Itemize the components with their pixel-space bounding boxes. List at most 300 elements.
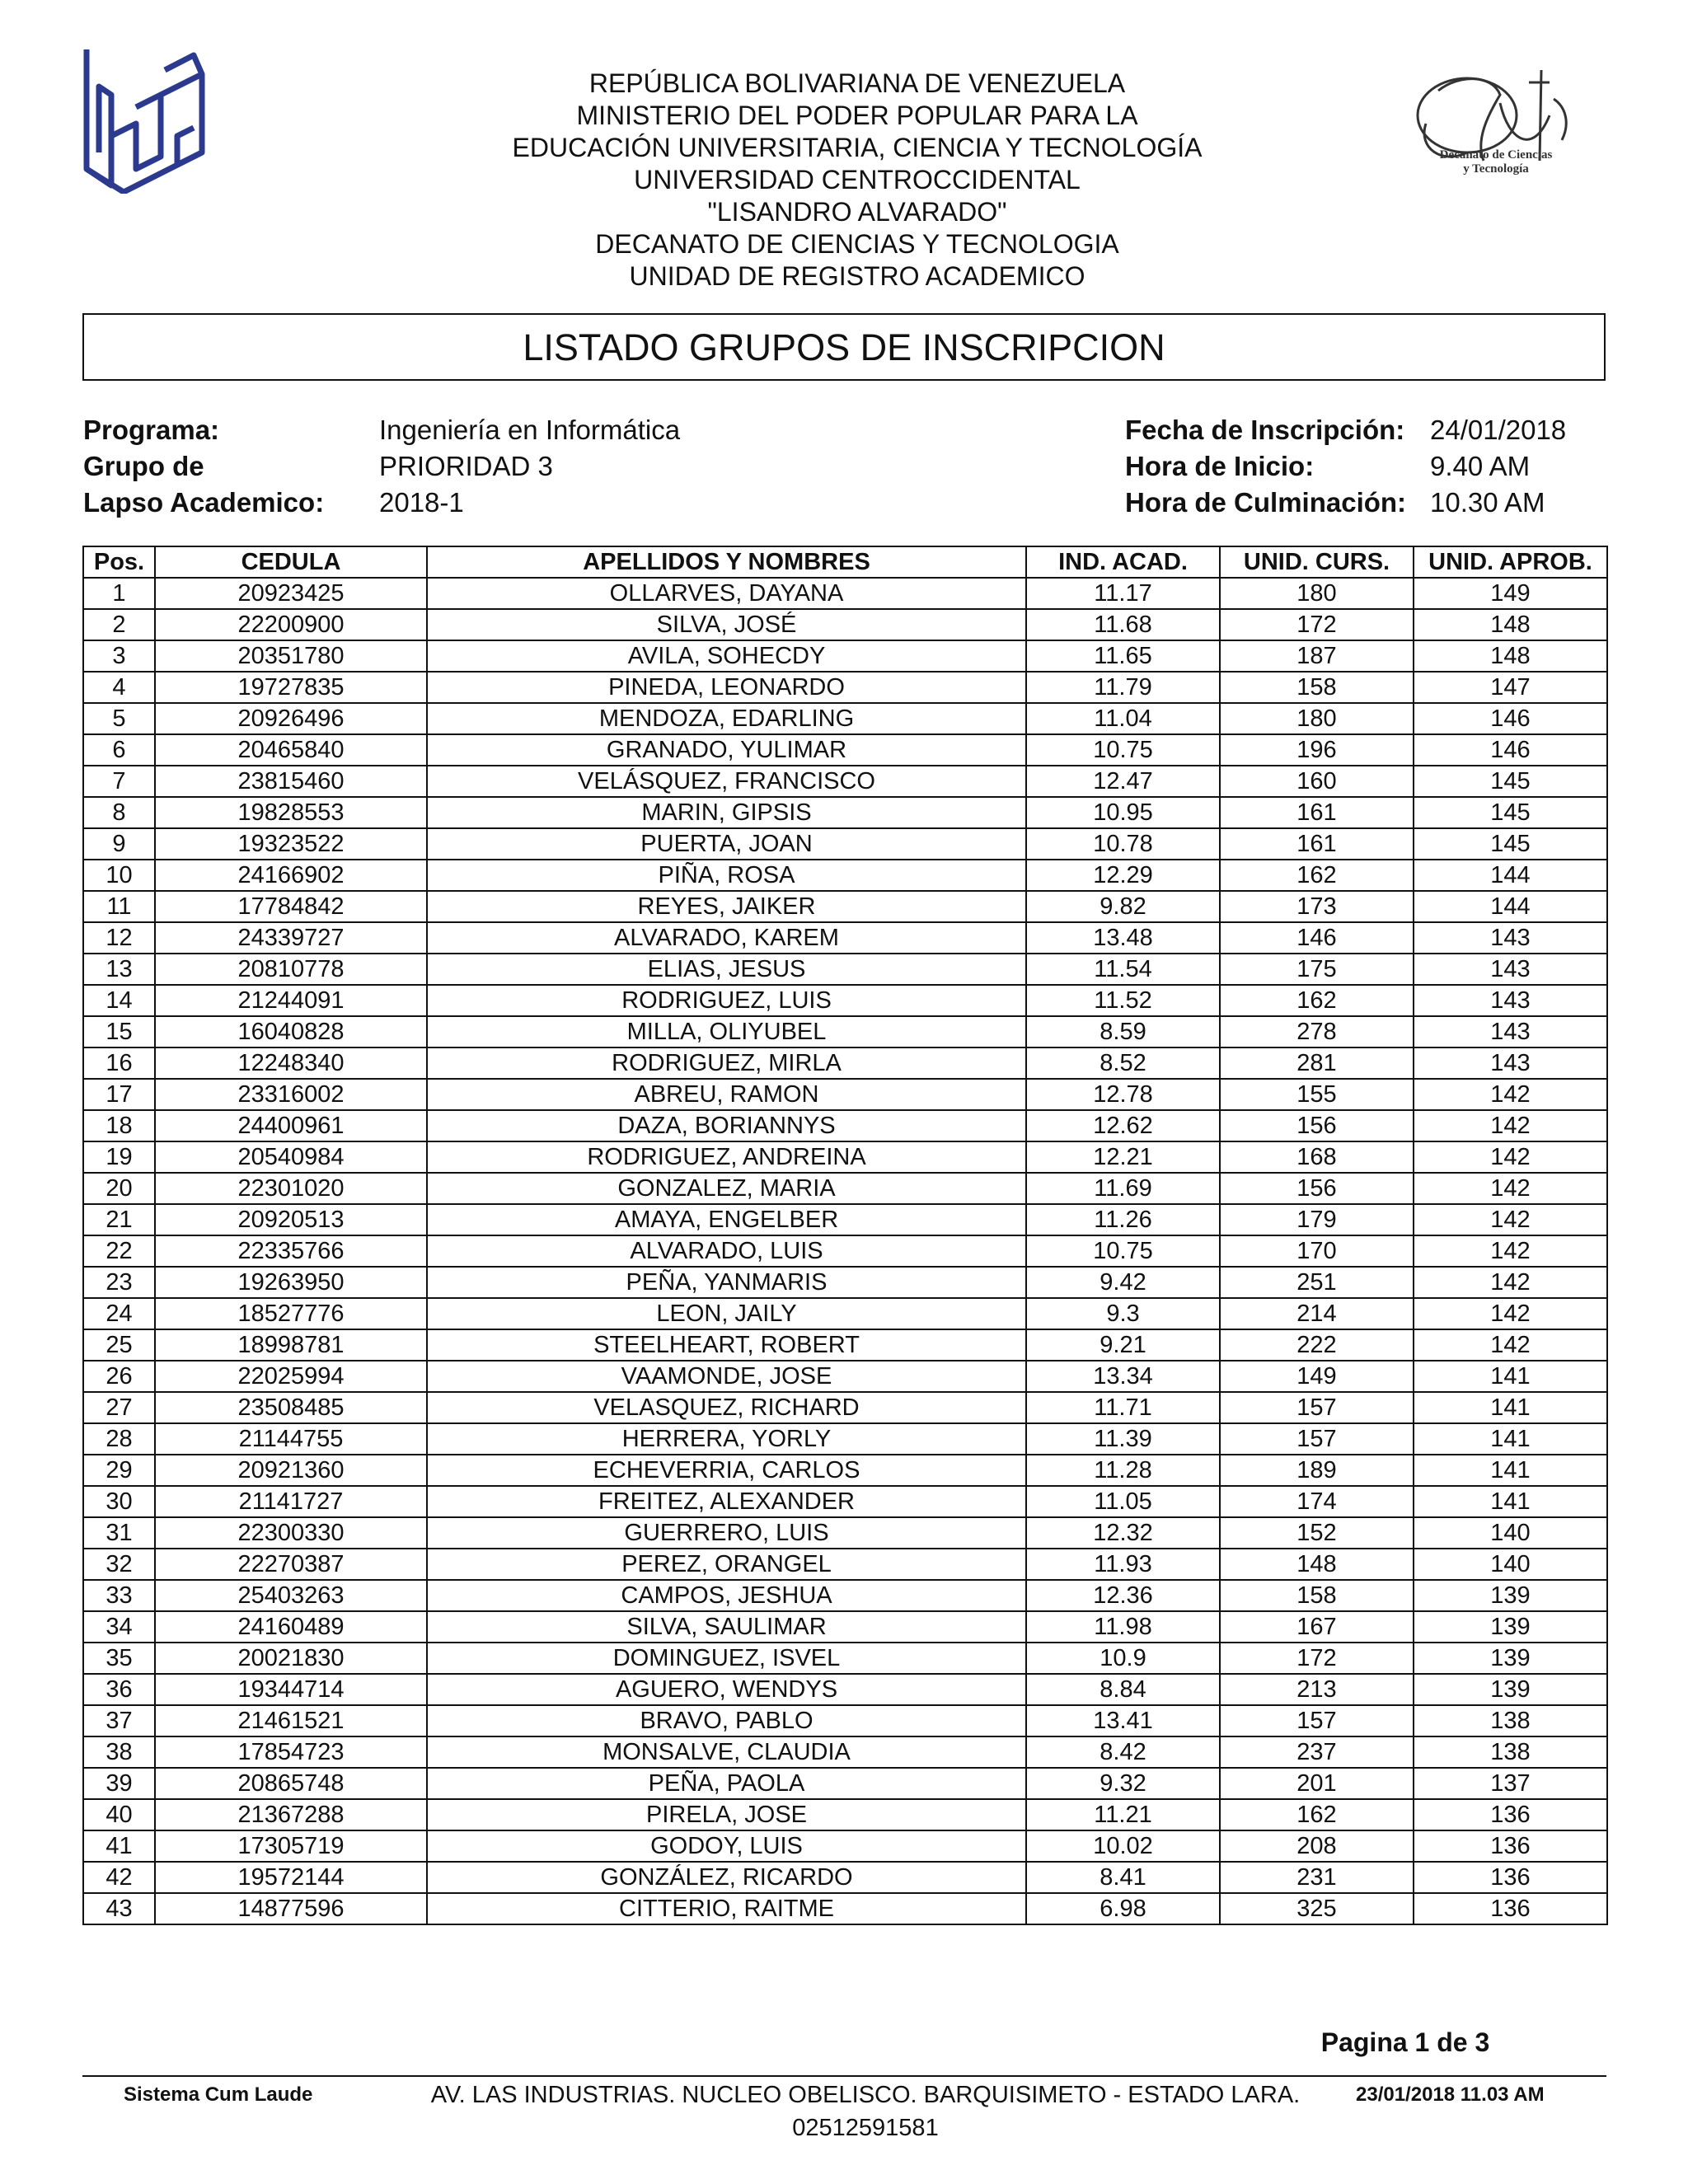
table-row bbox=[83, 1736, 1607, 1768]
info-labels-left bbox=[83, 412, 324, 521]
table-row bbox=[83, 703, 1607, 734]
cedula-cell: 17305719 bbox=[155, 1830, 427, 1862]
ind-acad-cell: 10.78 bbox=[1026, 828, 1220, 860]
header-line: UNIDAD DE REGISTRO ACADEMICO bbox=[629, 261, 1085, 291]
unid-curs-cell: 157 bbox=[1220, 1392, 1414, 1423]
ind-acad-cell: 9.32 bbox=[1026, 1768, 1220, 1799]
unid-curs-cell: 213 bbox=[1220, 1674, 1414, 1705]
unid-curs-cell: 158 bbox=[1220, 672, 1414, 703]
col-header-unid-aprob: UNID. APROB. bbox=[1414, 546, 1607, 578]
unid-aprob-cell: 137 bbox=[1414, 1768, 1607, 1799]
pos-cell: 41 bbox=[83, 1830, 155, 1862]
nombre-cell: BRAVO, PABLO bbox=[427, 1705, 1026, 1736]
unid-aprob-cell: 138 bbox=[1414, 1736, 1607, 1768]
unid-curs-cell: 168 bbox=[1220, 1141, 1414, 1173]
ind-acad-cell: 11.54 bbox=[1026, 954, 1220, 985]
unid-curs-cell: 158 bbox=[1220, 1580, 1414, 1611]
col-header-unid-curs: UNID. CURS. bbox=[1220, 546, 1414, 578]
grupo-label: Grupo de bbox=[83, 451, 204, 481]
cedula-cell: 19323522 bbox=[155, 828, 427, 860]
unid-aprob-cell: 143 bbox=[1414, 922, 1607, 954]
ind-acad-cell: 8.41 bbox=[1026, 1862, 1220, 1893]
nombre-cell: VAAMONDE, JOSE bbox=[427, 1361, 1026, 1392]
table-row bbox=[83, 860, 1607, 891]
table-row bbox=[83, 985, 1607, 1016]
dcyt-logo-line1: Decanato de Ciencias bbox=[1439, 148, 1553, 162]
ind-acad-cell: 11.21 bbox=[1026, 1799, 1220, 1830]
table-row bbox=[83, 609, 1607, 640]
nombre-cell: PEÑA, YANMARIS bbox=[427, 1267, 1026, 1298]
pos-cell: 22 bbox=[83, 1235, 155, 1267]
table-row bbox=[83, 1643, 1607, 1674]
unid-aprob-cell: 141 bbox=[1414, 1361, 1607, 1392]
ind-acad-cell: 11.93 bbox=[1026, 1549, 1220, 1580]
nombre-cell: PINEDA, LEONARDO bbox=[427, 672, 1026, 703]
cedula-cell: 24339727 bbox=[155, 922, 427, 954]
unid-aprob-cell: 143 bbox=[1414, 954, 1607, 985]
unid-aprob-cell: 142 bbox=[1414, 1079, 1607, 1110]
grupo-value: PRIORIDAD 3 bbox=[379, 451, 553, 481]
nombre-cell: CAMPOS, JESHUA bbox=[427, 1580, 1026, 1611]
pos-cell: 10 bbox=[83, 860, 155, 891]
table-row bbox=[83, 1173, 1607, 1204]
nombre-cell: GRANADO, YULIMAR bbox=[427, 734, 1026, 766]
nombre-cell: MARIN, GIPSIS bbox=[427, 797, 1026, 828]
ind-acad-cell: 9.82 bbox=[1026, 891, 1220, 922]
pos-cell: 20 bbox=[83, 1173, 155, 1204]
unid-curs-cell: 156 bbox=[1220, 1110, 1414, 1141]
footer-address-line: AV. LAS INDUSTRIAS. NUCLEO OBELISCO. BARQUISIMETO - ESTADO LARA. bbox=[430, 2082, 1301, 2108]
nombre-cell: AVILA, SOHECDY bbox=[427, 640, 1026, 672]
page-number: Pagina 1 de 3 bbox=[1320, 2027, 1490, 2057]
unid-aprob-cell: 136 bbox=[1414, 1862, 1607, 1893]
cedula-cell: 20465840 bbox=[155, 734, 427, 766]
ind-acad-cell: 13.48 bbox=[1026, 922, 1220, 954]
footer-phone: 02512591581 bbox=[792, 2115, 939, 2141]
ind-acad-cell: 11.68 bbox=[1026, 609, 1220, 640]
cedula-cell: 22335766 bbox=[155, 1235, 427, 1267]
table-row bbox=[83, 1361, 1607, 1392]
pos-cell: 33 bbox=[83, 1580, 155, 1611]
table-row bbox=[83, 766, 1607, 797]
pos-cell: 24 bbox=[83, 1298, 155, 1329]
pos-cell: 29 bbox=[83, 1455, 155, 1486]
cedula-cell: 21244091 bbox=[155, 985, 427, 1016]
cedula-cell: 17854723 bbox=[155, 1736, 427, 1768]
nombre-cell: ALVARADO, KAREM bbox=[427, 922, 1026, 954]
pos-cell: 13 bbox=[83, 954, 155, 985]
table-row bbox=[83, 734, 1607, 766]
unid-aprob-cell: 139 bbox=[1414, 1580, 1607, 1611]
cedula-cell: 18998781 bbox=[155, 1329, 427, 1361]
hora-inicio-label: Hora de Inicio: bbox=[1125, 451, 1315, 481]
table-row bbox=[83, 1893, 1607, 1924]
pos-cell: 6 bbox=[83, 734, 155, 766]
ind-acad-cell: 13.34 bbox=[1026, 1361, 1220, 1392]
unid-curs-cell: 157 bbox=[1220, 1423, 1414, 1455]
nombre-cell: MENDOZA, EDARLING bbox=[427, 703, 1026, 734]
ind-acad-cell: 12.32 bbox=[1026, 1517, 1220, 1549]
cedula-cell: 20920513 bbox=[155, 1204, 427, 1235]
unid-curs-cell: 281 bbox=[1220, 1047, 1414, 1079]
cedula-cell: 19572144 bbox=[155, 1862, 427, 1893]
col-header-pos: Pos. bbox=[83, 546, 155, 578]
pos-cell: 36 bbox=[83, 1674, 155, 1705]
unid-aprob-cell: 145 bbox=[1414, 797, 1607, 828]
ind-acad-cell: 8.59 bbox=[1026, 1016, 1220, 1047]
dcyt-logo-text bbox=[1401, 148, 1591, 176]
table-row bbox=[83, 922, 1607, 954]
ind-acad-cell: 6.98 bbox=[1026, 1893, 1220, 1924]
pos-cell: 3 bbox=[83, 640, 155, 672]
cedula-cell: 21367288 bbox=[155, 1799, 427, 1830]
pos-cell: 39 bbox=[83, 1768, 155, 1799]
unid-aprob-cell: 149 bbox=[1414, 578, 1607, 609]
cedula-cell: 24160489 bbox=[155, 1611, 427, 1643]
unid-aprob-cell: 138 bbox=[1414, 1705, 1607, 1736]
unid-curs-cell: 222 bbox=[1220, 1329, 1414, 1361]
nombre-cell: DAZA, BORIANNYS bbox=[427, 1110, 1026, 1141]
unid-curs-cell: 162 bbox=[1220, 985, 1414, 1016]
page-title: LISTADO GRUPOS DE INSCRIPCION bbox=[82, 313, 1606, 381]
nombre-cell: ALVARADO, LUIS bbox=[427, 1235, 1026, 1267]
ind-acad-cell: 11.04 bbox=[1026, 703, 1220, 734]
pos-cell: 2 bbox=[83, 609, 155, 640]
unid-aprob-cell: 136 bbox=[1414, 1830, 1607, 1862]
unid-curs-cell: 162 bbox=[1220, 860, 1414, 891]
pos-cell: 5 bbox=[83, 703, 155, 734]
unid-curs-cell: 196 bbox=[1220, 734, 1414, 766]
unid-aprob-cell: 146 bbox=[1414, 734, 1607, 766]
ind-acad-cell: 11.28 bbox=[1026, 1455, 1220, 1486]
cedula-cell: 19828553 bbox=[155, 797, 427, 828]
table-row bbox=[83, 1768, 1607, 1799]
table-row bbox=[83, 672, 1607, 703]
unid-curs-cell: 175 bbox=[1220, 954, 1414, 985]
nombre-cell: RODRIGUEZ, ANDREINA bbox=[427, 1141, 1026, 1173]
cedula-cell: 25403263 bbox=[155, 1580, 427, 1611]
unid-curs-cell: 173 bbox=[1220, 891, 1414, 922]
nombre-cell: AMAYA, ENGELBER bbox=[427, 1204, 1026, 1235]
unid-curs-cell: 201 bbox=[1220, 1768, 1414, 1799]
pos-cell: 42 bbox=[83, 1862, 155, 1893]
hora-inicio-value: 9.40 AM bbox=[1430, 451, 1531, 481]
cedula-cell: 23508485 bbox=[155, 1392, 427, 1423]
cedula-cell: 18527776 bbox=[155, 1298, 427, 1329]
cedula-cell: 23815460 bbox=[155, 766, 427, 797]
programa-value: Ingeniería en Informática bbox=[379, 415, 681, 445]
cedula-cell: 14877596 bbox=[155, 1893, 427, 1924]
footer-divider bbox=[82, 2075, 1606, 2077]
pos-cell: 26 bbox=[83, 1361, 155, 1392]
nombre-cell: MONSALVE, CLAUDIA bbox=[427, 1736, 1026, 1768]
unid-aprob-cell: 142 bbox=[1414, 1110, 1607, 1141]
ind-acad-cell: 9.3 bbox=[1026, 1298, 1220, 1329]
cedula-cell: 20865748 bbox=[155, 1768, 427, 1799]
nombre-cell: FREITEZ, ALEXANDER bbox=[427, 1486, 1026, 1517]
header-line: MINISTERIO DEL PODER POPULAR PARA LA bbox=[576, 101, 1138, 130]
unid-curs-cell: 160 bbox=[1220, 766, 1414, 797]
table-row bbox=[83, 1204, 1607, 1235]
unid-curs-cell: 180 bbox=[1220, 703, 1414, 734]
info-labels-right bbox=[1125, 412, 1406, 521]
unid-aprob-cell: 144 bbox=[1414, 891, 1607, 922]
table-row bbox=[83, 1830, 1607, 1862]
table-row bbox=[83, 797, 1607, 828]
table-row bbox=[83, 578, 1607, 609]
pos-cell: 18 bbox=[83, 1110, 155, 1141]
unid-curs-cell: 251 bbox=[1220, 1267, 1414, 1298]
unid-aprob-cell: 140 bbox=[1414, 1549, 1607, 1580]
ind-acad-cell: 9.42 bbox=[1026, 1267, 1220, 1298]
institution-header bbox=[330, 68, 1385, 293]
nombre-cell: VELÁSQUEZ, FRANCISCO bbox=[427, 766, 1026, 797]
pos-cell: 23 bbox=[83, 1267, 155, 1298]
cedula-cell: 19263950 bbox=[155, 1267, 427, 1298]
cedula-cell: 16040828 bbox=[155, 1016, 427, 1047]
table-row bbox=[83, 1079, 1607, 1110]
ind-acad-cell: 10.02 bbox=[1026, 1830, 1220, 1862]
col-header-nombres: APELLIDOS Y NOMBRES bbox=[427, 546, 1026, 578]
pos-cell: 16 bbox=[83, 1047, 155, 1079]
footer-system-name: Sistema Cum Laude bbox=[124, 2083, 313, 2106]
col-header-ind-acad: IND. ACAD. bbox=[1026, 546, 1220, 578]
nombre-cell: SILVA, SAULIMAR bbox=[427, 1611, 1026, 1643]
ind-acad-cell: 11.26 bbox=[1026, 1204, 1220, 1235]
table-row bbox=[83, 640, 1607, 672]
ind-acad-cell: 11.79 bbox=[1026, 672, 1220, 703]
ind-acad-cell: 12.47 bbox=[1026, 766, 1220, 797]
nombre-cell: STEELHEART, ROBERT bbox=[427, 1329, 1026, 1361]
nombre-cell: VELASQUEZ, RICHARD bbox=[427, 1392, 1026, 1423]
header-line: REPÚBLICA BOLIVARIANA DE VENEZUELA bbox=[588, 68, 1126, 98]
table-header-row bbox=[83, 546, 1607, 578]
table-row bbox=[83, 1235, 1607, 1267]
nombre-cell: PEREZ, ORANGEL bbox=[427, 1549, 1026, 1580]
unid-curs-cell: 162 bbox=[1220, 1799, 1414, 1830]
pos-cell: 28 bbox=[83, 1423, 155, 1455]
unid-curs-cell: 172 bbox=[1220, 609, 1414, 640]
unid-curs-cell: 180 bbox=[1220, 578, 1414, 609]
cedula-cell: 20810778 bbox=[155, 954, 427, 985]
ind-acad-cell: 8.42 bbox=[1026, 1736, 1220, 1768]
table-row bbox=[83, 1141, 1607, 1173]
ind-acad-cell: 8.84 bbox=[1026, 1674, 1220, 1705]
unid-aprob-cell: 141 bbox=[1414, 1423, 1607, 1455]
cedula-cell: 22270387 bbox=[155, 1549, 427, 1580]
cedula-cell: 21141727 bbox=[155, 1486, 427, 1517]
pos-cell: 31 bbox=[83, 1517, 155, 1549]
pos-cell: 4 bbox=[83, 672, 155, 703]
ind-acad-cell: 12.29 bbox=[1026, 860, 1220, 891]
pos-cell: 15 bbox=[83, 1016, 155, 1047]
nombre-cell: GONZÁLEZ, RICARDO bbox=[427, 1862, 1026, 1893]
table-row bbox=[83, 1799, 1607, 1830]
ind-acad-cell: 12.78 bbox=[1026, 1079, 1220, 1110]
nombre-cell: PUERTA, JOAN bbox=[427, 828, 1026, 860]
cedula-cell: 24166902 bbox=[155, 860, 427, 891]
info-values-left bbox=[379, 412, 680, 521]
unid-aprob-cell: 148 bbox=[1414, 609, 1607, 640]
pos-cell: 9 bbox=[83, 828, 155, 860]
unid-aprob-cell: 145 bbox=[1414, 766, 1607, 797]
pos-cell: 12 bbox=[83, 922, 155, 954]
cedula-cell: 21144755 bbox=[155, 1423, 427, 1455]
cedula-cell: 20540984 bbox=[155, 1141, 427, 1173]
nombre-cell: GODOY, LUIS bbox=[427, 1830, 1026, 1862]
programa-label: Programa: bbox=[83, 415, 220, 445]
pos-cell: 19 bbox=[83, 1141, 155, 1173]
pos-cell: 25 bbox=[83, 1329, 155, 1361]
table-row bbox=[83, 1016, 1607, 1047]
unid-aprob-cell: 142 bbox=[1414, 1267, 1607, 1298]
unid-curs-cell: 174 bbox=[1220, 1486, 1414, 1517]
nombre-cell: PIRELA, JOSE bbox=[427, 1799, 1026, 1830]
unid-aprob-cell: 146 bbox=[1414, 703, 1607, 734]
unid-aprob-cell: 143 bbox=[1414, 1016, 1607, 1047]
pos-cell: 35 bbox=[83, 1643, 155, 1674]
header-line: UNIVERSIDAD CENTROCCIDENTAL bbox=[634, 165, 1081, 194]
info-values-right bbox=[1430, 412, 1566, 521]
ind-acad-cell: 8.52 bbox=[1026, 1047, 1220, 1079]
cedula-cell: 22200900 bbox=[155, 609, 427, 640]
nombre-cell: ECHEVERRIA, CARLOS bbox=[427, 1455, 1026, 1486]
nombre-cell: MILLA, OLIYUBEL bbox=[427, 1016, 1026, 1047]
lapso-label: Lapso Academico: bbox=[83, 487, 325, 518]
unid-curs-cell: 325 bbox=[1220, 1893, 1414, 1924]
ind-acad-cell: 12.21 bbox=[1026, 1141, 1220, 1173]
nombre-cell: AGUERO, WENDYS bbox=[427, 1674, 1026, 1705]
unid-aprob-cell: 141 bbox=[1414, 1486, 1607, 1517]
unid-curs-cell: 172 bbox=[1220, 1643, 1414, 1674]
table-row bbox=[83, 1455, 1607, 1486]
table-row bbox=[83, 1580, 1607, 1611]
ind-acad-cell: 11.52 bbox=[1026, 985, 1220, 1016]
unid-curs-cell: 167 bbox=[1220, 1611, 1414, 1643]
unid-curs-cell: 278 bbox=[1220, 1016, 1414, 1047]
cedula-cell: 12248340 bbox=[155, 1047, 427, 1079]
table-row bbox=[83, 1392, 1607, 1423]
nombre-cell: DOMINGUEZ, ISVEL bbox=[427, 1643, 1026, 1674]
nombre-cell: ELIAS, JESUS bbox=[427, 954, 1026, 985]
unid-aprob-cell: 136 bbox=[1414, 1799, 1607, 1830]
unid-aprob-cell: 142 bbox=[1414, 1141, 1607, 1173]
unid-aprob-cell: 142 bbox=[1414, 1235, 1607, 1267]
col-header-cedula: CEDULA bbox=[155, 546, 427, 578]
header-line: "LISANDRO ALVARADO" bbox=[707, 197, 1007, 227]
ucla-logo-icon bbox=[78, 45, 210, 194]
nombre-cell: GONZALEZ, MARIA bbox=[427, 1173, 1026, 1204]
footer-address bbox=[387, 2079, 1343, 2144]
unid-aprob-cell: 141 bbox=[1414, 1455, 1607, 1486]
pos-cell: 34 bbox=[83, 1611, 155, 1643]
pos-cell: 32 bbox=[83, 1549, 155, 1580]
table-row bbox=[83, 1486, 1607, 1517]
unid-aprob-cell: 143 bbox=[1414, 1047, 1607, 1079]
pos-cell: 14 bbox=[83, 985, 155, 1016]
nombre-cell: CITTERIO, RAITME bbox=[427, 1893, 1026, 1924]
nombre-cell: PEÑA, PAOLA bbox=[427, 1768, 1026, 1799]
unid-aprob-cell: 142 bbox=[1414, 1329, 1607, 1361]
unid-aprob-cell: 145 bbox=[1414, 828, 1607, 860]
cedula-cell: 20926496 bbox=[155, 703, 427, 734]
ind-acad-cell: 12.62 bbox=[1026, 1110, 1220, 1141]
table-row bbox=[83, 1047, 1607, 1079]
table-row bbox=[83, 1705, 1607, 1736]
ind-acad-cell: 10.95 bbox=[1026, 797, 1220, 828]
unid-aprob-cell: 143 bbox=[1414, 985, 1607, 1016]
unid-curs-cell: 152 bbox=[1220, 1517, 1414, 1549]
ind-acad-cell: 11.39 bbox=[1026, 1423, 1220, 1455]
nombre-cell: SILVA, JOSÉ bbox=[427, 609, 1026, 640]
ind-acad-cell: 13.41 bbox=[1026, 1705, 1220, 1736]
table-row bbox=[83, 1517, 1607, 1549]
nombre-cell: LEON, JAILY bbox=[427, 1298, 1026, 1329]
footer-timestamp: 23/01/2018 11.03 AM bbox=[1356, 2083, 1545, 2106]
header-line: EDUCACIÓN UNIVERSITARIA, CIENCIA Y TECNOLOGÍA bbox=[512, 133, 1203, 162]
pos-cell: 40 bbox=[83, 1799, 155, 1830]
unid-curs-cell: 146 bbox=[1220, 922, 1414, 954]
ind-acad-cell: 11.71 bbox=[1026, 1392, 1220, 1423]
pos-cell: 38 bbox=[83, 1736, 155, 1768]
lapso-value: 2018-1 bbox=[379, 487, 464, 518]
pos-cell: 43 bbox=[83, 1893, 155, 1924]
unid-aprob-cell: 142 bbox=[1414, 1204, 1607, 1235]
nombre-cell: RODRIGUEZ, MIRLA bbox=[427, 1047, 1026, 1079]
cedula-cell: 19727835 bbox=[155, 672, 427, 703]
nombre-cell: GUERRERO, LUIS bbox=[427, 1517, 1026, 1549]
pos-cell: 21 bbox=[83, 1204, 155, 1235]
unid-aprob-cell: 147 bbox=[1414, 672, 1607, 703]
nombre-cell: RODRIGUEZ, LUIS bbox=[427, 985, 1026, 1016]
hora-fin-value: 10.30 AM bbox=[1430, 487, 1545, 518]
unid-aprob-cell: 139 bbox=[1414, 1643, 1607, 1674]
table-row bbox=[83, 1423, 1607, 1455]
ind-acad-cell: 9.21 bbox=[1026, 1329, 1220, 1361]
ind-acad-cell: 10.75 bbox=[1026, 734, 1220, 766]
unid-curs-cell: 208 bbox=[1220, 1830, 1414, 1862]
ind-acad-cell: 11.69 bbox=[1026, 1173, 1220, 1204]
pos-cell: 11 bbox=[83, 891, 155, 922]
unid-aprob-cell: 142 bbox=[1414, 1173, 1607, 1204]
cedula-cell: 20021830 bbox=[155, 1643, 427, 1674]
cedula-cell: 22301020 bbox=[155, 1173, 427, 1204]
unid-curs-cell: 156 bbox=[1220, 1173, 1414, 1204]
dcyt-logo-line2: y Tecnología bbox=[1463, 162, 1529, 176]
cedula-cell: 22300330 bbox=[155, 1517, 427, 1549]
table-body bbox=[83, 578, 1607, 1924]
ind-acad-cell: 11.17 bbox=[1026, 578, 1220, 609]
hora-fin-label: Hora de Culminación: bbox=[1125, 487, 1407, 518]
unid-aprob-cell: 140 bbox=[1414, 1517, 1607, 1549]
unid-aprob-cell: 141 bbox=[1414, 1392, 1607, 1423]
fecha-value: 24/01/2018 bbox=[1430, 415, 1567, 445]
pos-cell: 30 bbox=[83, 1486, 155, 1517]
unid-curs-cell: 155 bbox=[1220, 1079, 1414, 1110]
unid-aprob-cell: 144 bbox=[1414, 860, 1607, 891]
header-line: DECANATO DE CIENCIAS Y TECNOLOGIA bbox=[595, 229, 1119, 259]
table-row bbox=[83, 1611, 1607, 1643]
cedula-cell: 22025994 bbox=[155, 1361, 427, 1392]
cedula-cell: 19344714 bbox=[155, 1674, 427, 1705]
pos-cell: 27 bbox=[83, 1392, 155, 1423]
unid-curs-cell: 149 bbox=[1220, 1361, 1414, 1392]
cedula-cell: 20921360 bbox=[155, 1455, 427, 1486]
nombre-cell: OLLARVES, DAYANA bbox=[427, 578, 1026, 609]
table-row bbox=[83, 954, 1607, 985]
cedula-cell: 20923425 bbox=[155, 578, 427, 609]
nombre-cell: ABREU, RAMON bbox=[427, 1079, 1026, 1110]
